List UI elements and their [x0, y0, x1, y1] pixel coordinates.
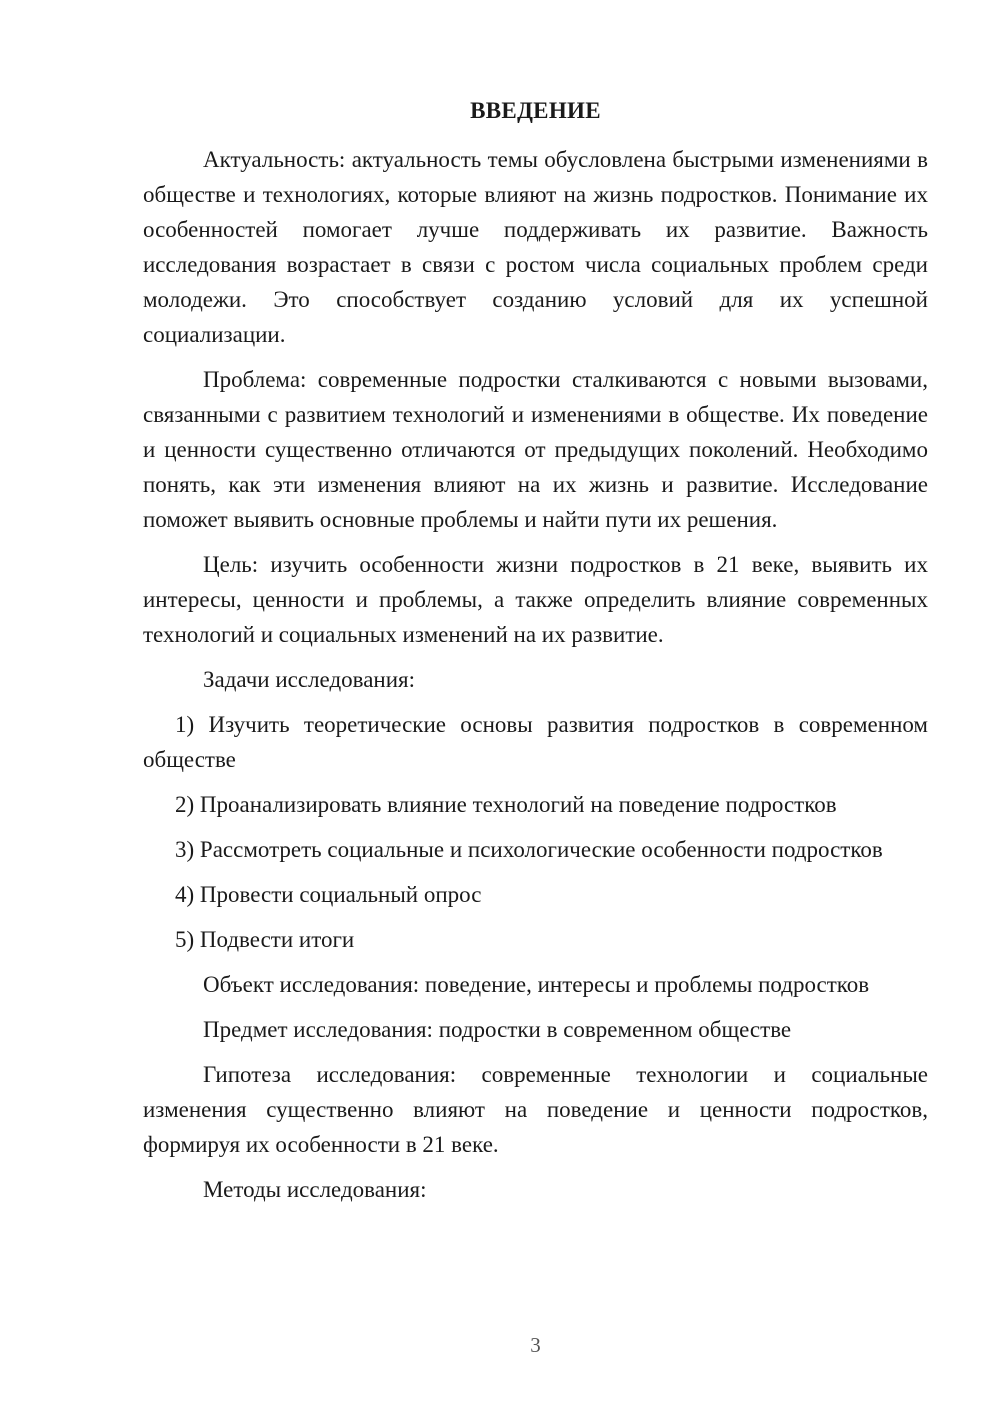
task-item-3: 3) Рассмотреть социальные и психологические особенности подростков	[175, 837, 883, 862]
page-number: 3	[530, 1333, 541, 1357]
paragraph-object: Объект исследования: поведение, интересы и проблемы подростков	[203, 972, 870, 997]
paragraph-problem: Проблема: современные подростки сталкиваются с новыми вызовами, связанными с развитием технологий и изменениями в обществе. Их поведение и ценности существенно отличаются от предыдущих поколений. Необходимо понять, как эти изменения влияют на их жизнь и развитие. Исследование поможет выявить основные проблемы и найти пути их решения.	[143, 367, 928, 532]
task-item-4: 4) Провести социальный опрос	[175, 882, 482, 907]
paragraph-relevance: Актуальность: актуальность темы обусловлена быстрыми изменениями в обществе и технологиях, которые влияют на жизнь подростков. Понимание их особенностей помогает лучше поддерживать их развитие. Важность исследования возрастает в связи с ростом числа социальных проблем среди молодежи. Это способствует созданию условий для их успешной социализации.	[143, 147, 928, 347]
document-page	[143, 0, 928, 1414]
task-item-5: 5) Подвести итоги	[175, 927, 355, 952]
document-body	[143, 142, 928, 1217]
paragraph-goal: Цель: изучить особенности жизни подростков в 21 веке, выявить их интересы, ценности и проблемы, а также определить влияние современных технологий и социальных изменений на их развитие.	[143, 552, 928, 647]
paragraph-methods: Методы исследования:	[203, 1177, 427, 1202]
task-item-1: 1) Изучить теоретические основы развития подростков в современном обществе	[143, 712, 928, 772]
paragraph-subject: Предмет исследования: подростки в современном обществе	[203, 1017, 792, 1042]
paragraph-hypothesis: Гипотеза исследования: современные технологии и социальные изменения существенно влияют на поведение и ценности подростков, формируя их особенности в 21 веке.	[143, 1062, 928, 1157]
section-title: ВВЕДЕНИЕ	[470, 98, 601, 123]
task-item-2: 2) Проанализировать влияние технологий на поведение подростков	[175, 792, 837, 817]
paragraph-tasks-heading: Задачи исследования:	[203, 667, 416, 692]
